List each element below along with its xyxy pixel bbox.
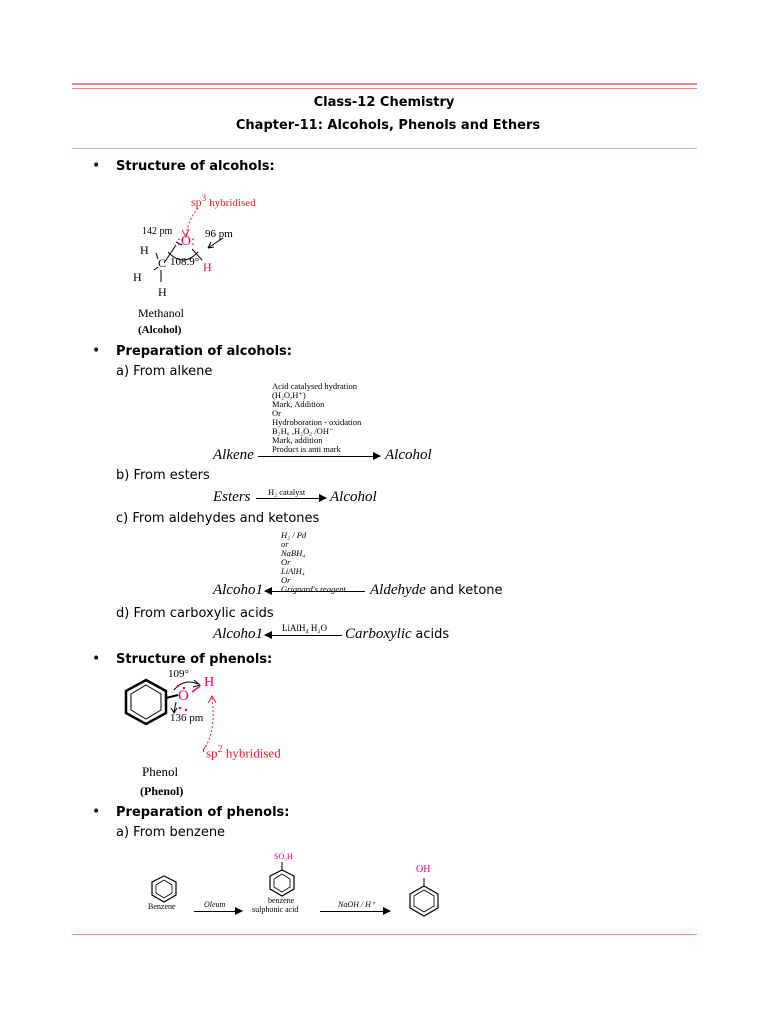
oleum-label: Oleum (204, 900, 226, 909)
aldehyde-conditions: H₂ / Pd or NaBH₄ Or LiAlH₄ Or Grignard's reagent (281, 530, 346, 594)
bond-oh-label: 96 pm (205, 228, 233, 240)
carboxylic-reactant: Carboxylic acids (345, 626, 450, 642)
phenol-angle-label: 109° (168, 668, 189, 680)
esters-catalyst: H₂ catalyst (268, 487, 306, 497)
item-d-label: d) From carboxylic acids (116, 606, 274, 621)
alkene-product: Alcohol (385, 447, 432, 463)
intermediate-label-1: benzene (268, 896, 295, 905)
bond-co-label: 142 pm (142, 226, 173, 237)
esters-arrow (256, 498, 326, 499)
aldehyde-reactant: Aldehyde and ketone (370, 582, 503, 598)
esters-reactant: Esters (213, 489, 251, 505)
chapter-title: Chapter-11: Alcohols, Phenols and Ethers (235, 118, 541, 133)
heading-prep-phenols: Preparation of phenols: (116, 805, 290, 820)
h-atom-left: H (133, 270, 142, 284)
h-atom-top: H (140, 243, 149, 257)
oh-group: OH (416, 864, 431, 875)
oxygen-atom: :O: (177, 234, 195, 249)
top-rule (72, 83, 697, 89)
naoh-label: NaOH / H⁺ (338, 900, 376, 909)
bottom-rule (72, 934, 697, 935)
heading-structure-phenols: Structure of phenols: (116, 652, 273, 667)
bullet: • (92, 343, 101, 359)
carboxylic-arrow (265, 635, 342, 636)
sp3-label: $sp^3$ hybridised (191, 193, 256, 209)
oleum-arrow (194, 911, 242, 912)
alkene-arrow (258, 456, 380, 457)
item-a-label: a) From alkene (116, 364, 213, 379)
heading-structure-alcohols: Structure of alcohols: (116, 159, 275, 174)
phenol-figure (120, 668, 310, 803)
aldehyde-product: Alcoho1 (213, 582, 263, 598)
item-c-label: c) From aldehydes and ketones (116, 511, 320, 526)
phenol-name: Phenol (142, 764, 179, 779)
phenol-caption: (Phenol) (140, 784, 184, 798)
so3h-group: SO₃H (274, 852, 293, 861)
sp2-label: $sp^2$ hybridised (206, 744, 281, 761)
prep-phenols-a-label: a) From benzene (116, 825, 226, 840)
alkene-reactant: Alkene (213, 447, 254, 463)
methanol-name: Methanol (138, 306, 184, 320)
methanol-figure (128, 190, 298, 340)
carboxylic-reagent: LiAlH₄ H₂O (282, 623, 328, 633)
phenol-structure (120, 668, 310, 803)
alkene-conditions: Acid catalysed hydration (H₂O,H⁺) Mark, Addition Or Hydroboration - oxidation B₂H₆ ,H₂O₂ /OH⁻ Mark, addition Product is anti mark (272, 381, 362, 454)
header-divider (72, 148, 697, 149)
benzene-label: Benzene (148, 902, 176, 911)
phenol-h-atom: H (204, 675, 215, 690)
h-atom-bottom: H (158, 285, 167, 299)
carbon-atom: C (158, 256, 167, 270)
benzene-ring-icon (140, 848, 460, 920)
esters-product: Alcohol (330, 489, 377, 505)
bullet: • (92, 651, 101, 667)
h-atom-pink: H (203, 260, 212, 274)
phenol-o-atom: O (178, 688, 189, 704)
item-b-label: b) From esters (116, 468, 210, 483)
bullet: • (92, 158, 101, 174)
benzene-to-phenol-scheme (140, 848, 460, 920)
alcohol-caption: (Alcohol) (138, 324, 182, 336)
carboxylic-product: Alcoho1 (213, 626, 263, 642)
naoh-arrow (320, 911, 390, 912)
angle-label: 108.9° (170, 256, 200, 268)
aldehyde-arrow (265, 591, 365, 592)
heading-prep-alcohols: Preparation of alcohols: (116, 344, 292, 359)
phenol-bond-label: 136 pm (170, 712, 204, 724)
class-title: Class-12 Chemistry (313, 95, 455, 110)
bullet: • (92, 804, 101, 820)
intermediate-label-2: sulphonic acid (252, 905, 299, 914)
